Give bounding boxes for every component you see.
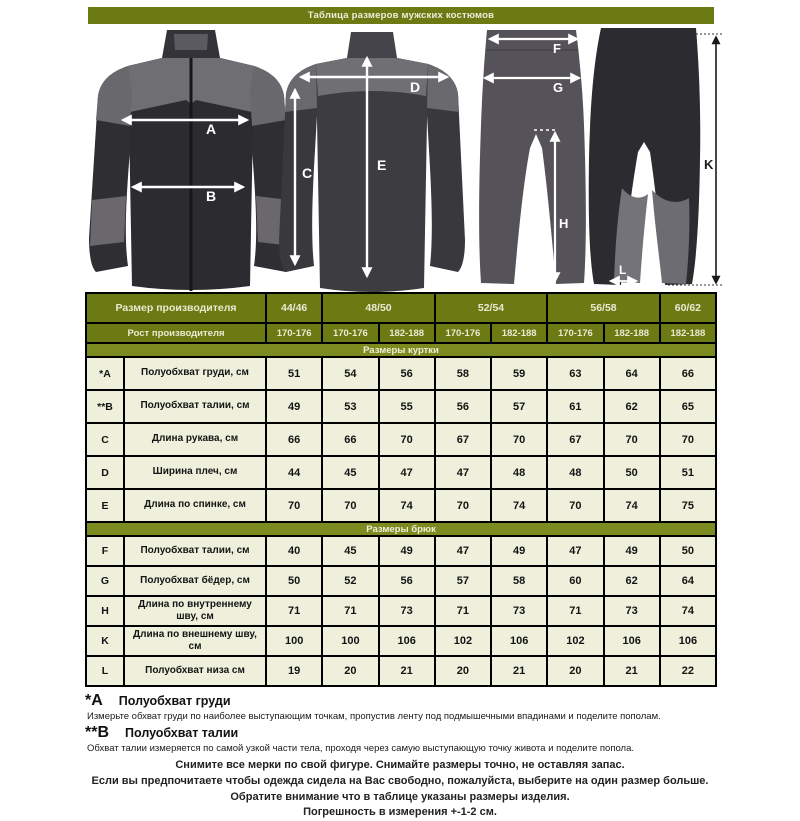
note-line: Обратите внимание что в таблице указаны размеры изделия. (230, 790, 570, 803)
value-cell: 74 (491, 489, 547, 522)
row-name: Длина рукава, см (124, 423, 266, 456)
measure-label-C: C (302, 165, 313, 181)
value-cell: 49 (266, 390, 322, 423)
value-cell: 20 (547, 656, 603, 686)
value-cell: 70 (379, 423, 435, 456)
value-cell: 62 (604, 390, 660, 423)
height-row-label: Рост производителя (86, 323, 266, 343)
value-cell: 40 (266, 536, 322, 566)
value-cell: 49 (379, 536, 435, 566)
row-D (86, 456, 716, 489)
value-cell: 66 (266, 423, 322, 456)
value-cell: 56 (379, 357, 435, 390)
note-line: Снимите все мерки по свой фигуре. Снимайте размеры точно, не оставляя запас. (175, 759, 625, 772)
value-cell: 71 (322, 596, 378, 626)
size-header-row (86, 293, 716, 323)
value-cell: 67 (435, 423, 491, 456)
measure-label-D: D (410, 79, 421, 95)
value-cell: 70 (435, 489, 491, 522)
footnote-b-text: Обхват талии измеряется по самой узкой части тела, проходя через самую выступающую точку живота и поделите попола. (87, 742, 635, 754)
measure-label-L: L (619, 263, 627, 277)
value-cell: 74 (604, 489, 660, 522)
pants-front-body (479, 30, 586, 284)
value-cell: 44 (266, 456, 322, 489)
page-title: Таблица размеров мужских костюмов (88, 7, 714, 24)
measure-label-H: H (559, 216, 569, 231)
value-cell: 65 (660, 390, 716, 423)
row-key: **B (86, 390, 124, 423)
row-name: Длина по внутреннему шву, см (124, 596, 266, 626)
size-table (85, 292, 717, 687)
value-cell: 102 (547, 626, 603, 656)
value-cell: 57 (435, 566, 491, 596)
value-cell: 102 (435, 626, 491, 656)
measure-label-A: A (206, 121, 217, 137)
value-cell: 22 (660, 656, 716, 686)
value-cell: 45 (322, 456, 378, 489)
section-label: Размеры брюк (86, 522, 716, 536)
value-cell: 55 (379, 390, 435, 423)
height-header-row (86, 323, 716, 343)
size-cell: 52/54 (435, 293, 548, 323)
jacket-back-right-shoulder (427, 64, 459, 112)
size-cell: 48/50 (322, 293, 435, 323)
value-cell: 70 (660, 423, 716, 456)
value-cell: 58 (491, 566, 547, 596)
footnote-b-marker: **B (85, 723, 110, 741)
footnote-a-title: Полуобхват груди (118, 694, 231, 708)
jacket-back-left-shoulder (285, 64, 317, 112)
note-line: Погрешность в измерения +-1-2 см. (303, 806, 497, 819)
footnote-a-heading (85, 693, 715, 710)
row-G (86, 566, 716, 596)
value-cell: 19 (266, 656, 322, 686)
value-cell: 73 (491, 596, 547, 626)
value-cell: 106 (604, 626, 660, 656)
value-cell: 70 (322, 489, 378, 522)
note-line: Если вы предпочитаете чтобы одежда сидела на Вас свободно, пожалуйста, выберите на один размер больше. (91, 775, 709, 788)
value-cell: 59 (491, 357, 547, 390)
value-cell: 50 (604, 456, 660, 489)
height-cell: 170-176 (547, 323, 603, 343)
value-cell: 100 (322, 626, 378, 656)
value-cell: 50 (660, 536, 716, 566)
section-label: Размеры куртки (86, 343, 716, 357)
value-cell: 58 (435, 357, 491, 390)
size-cell: 44/46 (266, 293, 322, 323)
jacket-front-left-cuff-panel (90, 196, 126, 246)
value-cell: 47 (435, 456, 491, 489)
value-cell: 70 (491, 423, 547, 456)
value-cell: 49 (604, 536, 660, 566)
row-key: L (86, 656, 124, 686)
value-cell: 53 (322, 390, 378, 423)
size-row-label: Размер производителя (86, 293, 266, 323)
row-name: Полуобхват талии, см (124, 390, 266, 423)
size-cell: 60/62 (660, 293, 716, 323)
pants-side-right-knee-patch (652, 190, 689, 284)
value-cell: 106 (660, 626, 716, 656)
footnote-b-heading (85, 725, 715, 742)
jacket-front-left-shoulder (96, 66, 132, 126)
value-cell: 50 (266, 566, 322, 596)
row-name: Ширина плеч, см (124, 456, 266, 489)
row-key: G (86, 566, 124, 596)
row-F (86, 536, 716, 566)
row-A (86, 357, 716, 390)
row-name: Длина по спинке, см (124, 489, 266, 522)
value-cell: 64 (604, 357, 660, 390)
row-key: F (86, 536, 124, 566)
value-cell: 47 (435, 536, 491, 566)
value-cell: 48 (547, 456, 603, 489)
pants-front-figure (479, 30, 586, 284)
value-cell: 70 (266, 489, 322, 522)
value-cell: 48 (491, 456, 547, 489)
value-cell: 49 (491, 536, 547, 566)
footnote-b-title: Полуобхват талии (125, 725, 239, 740)
value-cell: 56 (379, 566, 435, 596)
height-cell: 182-188 (491, 323, 547, 343)
row-key: *A (86, 357, 124, 390)
height-cell: 182-188 (604, 323, 660, 343)
size-cell: 56/58 (547, 293, 660, 323)
measure-label-E: E (377, 157, 387, 173)
value-cell: 47 (547, 536, 603, 566)
row-B (86, 390, 716, 423)
height-cell: 170-176 (435, 323, 491, 343)
value-cell: 67 (547, 423, 603, 456)
value-cell: 21 (491, 656, 547, 686)
value-cell: 71 (547, 596, 603, 626)
row-name: Полуобхват низа см (124, 656, 266, 686)
value-cell: 66 (322, 423, 378, 456)
measure-label-G: G (553, 80, 564, 95)
row-K (86, 626, 716, 656)
value-cell: 64 (660, 566, 716, 596)
value-cell: 20 (435, 656, 491, 686)
row-name: Полуобхват бёдер, см (124, 566, 266, 596)
footnote-center-lines (85, 758, 715, 820)
row-C (86, 423, 716, 456)
value-cell: 21 (379, 656, 435, 686)
jacket-front-collar-inner (174, 34, 208, 50)
value-cell: 74 (379, 489, 435, 522)
value-cell: 66 (660, 357, 716, 390)
height-cell: 170-176 (322, 323, 378, 343)
value-cell: 100 (266, 626, 322, 656)
measure-label-B: B (206, 188, 217, 204)
value-cell: 60 (547, 566, 603, 596)
height-cell: 182-188 (660, 323, 716, 343)
jacket-back-figure (279, 32, 465, 292)
measure-label-K: K (704, 157, 714, 172)
measurement-diagrams (0, 0, 800, 296)
jacket-front-figure (89, 30, 293, 291)
measure-label-F: F (553, 41, 561, 56)
value-cell: 20 (322, 656, 378, 686)
value-cell: 73 (604, 596, 660, 626)
value-cell: 63 (547, 357, 603, 390)
footnotes (85, 692, 715, 821)
row-key: K (86, 626, 124, 656)
value-cell: 73 (379, 596, 435, 626)
value-cell: 54 (322, 357, 378, 390)
height-cell: 182-188 (379, 323, 435, 343)
row-key: C (86, 423, 124, 456)
row-name: Полуобхват талии, см (124, 536, 266, 566)
value-cell: 45 (322, 536, 378, 566)
value-cell: 75 (660, 489, 716, 522)
row-key: H (86, 596, 124, 626)
value-cell: 56 (435, 390, 491, 423)
row-name: Длина по внешнему шву, см (124, 626, 266, 656)
footnote-a-marker: *A (85, 692, 103, 709)
footnote-a-text: Измерьте обхват груди по наиболее выступающим точкам, пропустив ленту под подмышечными впадинами и поделите пополам. (87, 710, 661, 722)
jacket-section-row (86, 343, 716, 357)
row-H (86, 596, 716, 626)
value-cell: 74 (660, 596, 716, 626)
value-cell: 51 (266, 357, 322, 390)
value-cell: 62 (604, 566, 660, 596)
jacket-back-collar (347, 32, 397, 58)
value-cell: 51 (660, 456, 716, 489)
value-cell: 52 (322, 566, 378, 596)
pants-section-row (86, 522, 716, 536)
value-cell: 71 (266, 596, 322, 626)
row-L (86, 656, 716, 686)
value-cell: 70 (604, 423, 660, 456)
row-key: D (86, 456, 124, 489)
pants-side-figure (589, 28, 723, 285)
height-cell: 170-176 (266, 323, 322, 343)
row-E (86, 489, 716, 522)
row-name: Полуобхват груди, см (124, 357, 266, 390)
value-cell: 71 (435, 596, 491, 626)
value-cell: 61 (547, 390, 603, 423)
jacket-front-right-shoulder (250, 66, 286, 126)
value-cell: 47 (379, 456, 435, 489)
value-cell: 106 (491, 626, 547, 656)
row-key: E (86, 489, 124, 522)
value-cell: 70 (547, 489, 603, 522)
value-cell: 57 (491, 390, 547, 423)
value-cell: 106 (379, 626, 435, 656)
value-cell: 21 (604, 656, 660, 686)
